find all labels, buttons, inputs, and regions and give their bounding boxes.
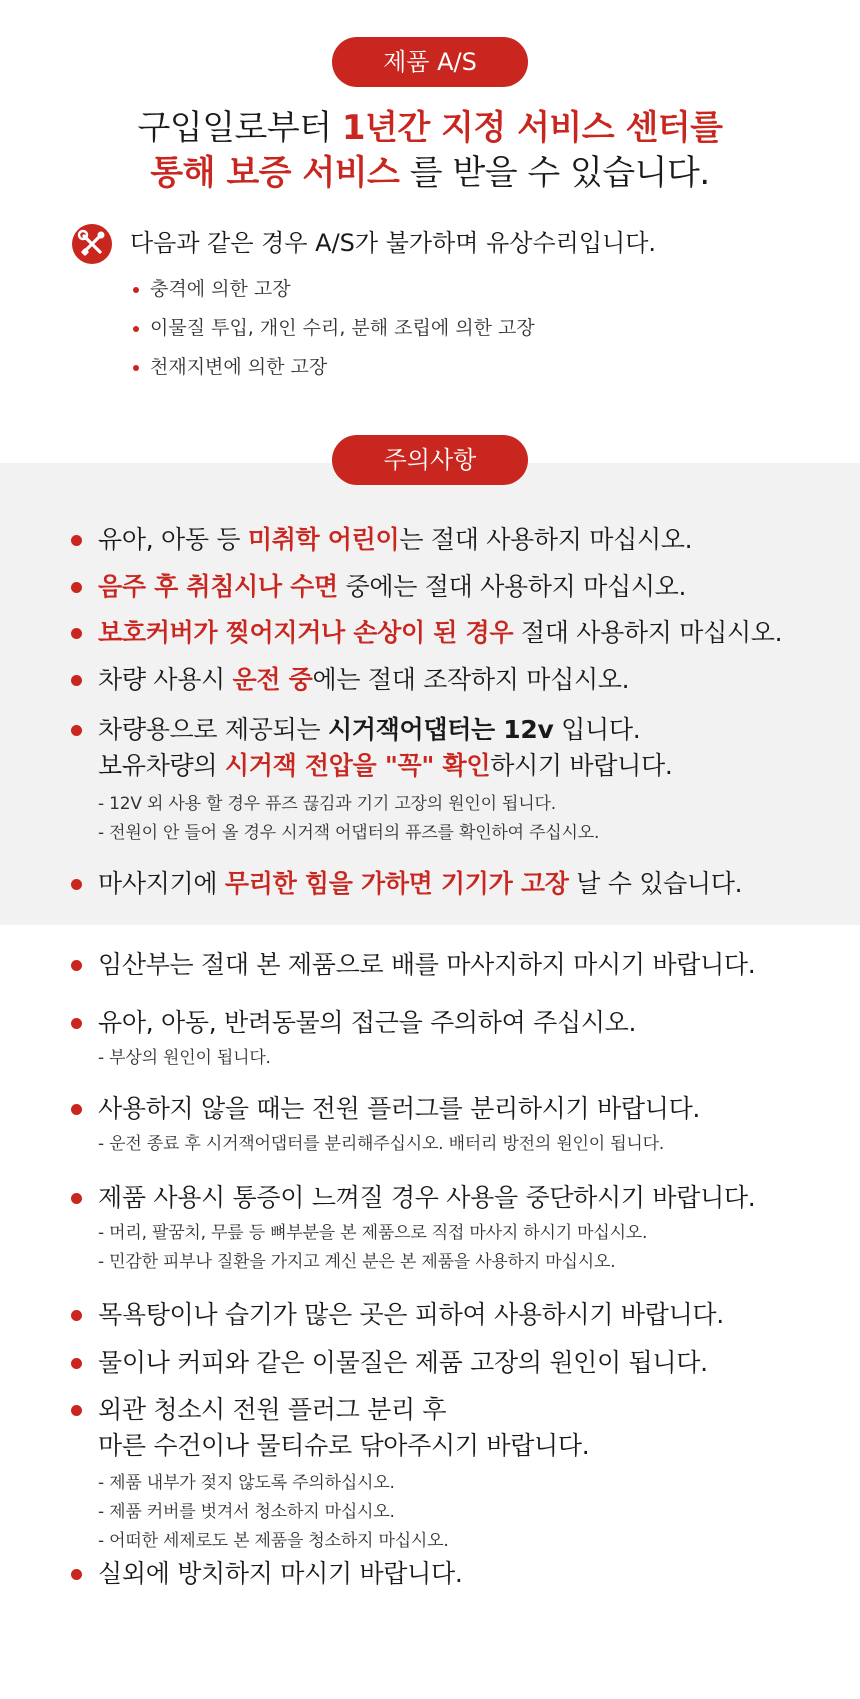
caution-item xyxy=(98,947,755,983)
item-bold: 시거잭어댑터는 12v xyxy=(327,715,554,744)
item-text: 날 수 있습니다. xyxy=(568,869,743,898)
caution-item xyxy=(98,662,629,698)
item-text: 중에는 절대 사용하지 마십시오. xyxy=(337,572,687,601)
caution-item xyxy=(98,712,672,848)
item-highlight: 음주 후 취침시나 수면 xyxy=(98,572,338,601)
item-text: 실외에 방치하지 마시기 바랍니다. xyxy=(98,1559,463,1588)
item-text: 사용하지 않을 때는 전원 플러그를 분리하시기 바랍니다. xyxy=(98,1094,701,1123)
notice-title: 다음과 같은 경우 A/S가 불가하며 유상수리입니다. xyxy=(130,229,657,257)
as-section-badge: 제품 A/S xyxy=(332,37,528,87)
item-subnote: - 머리, 팔꿈치, 무릎 등 뼈부분을 본 제품으로 직접 마사지 하시기 마십시오. xyxy=(98,1223,648,1243)
headline-text: 구입일로부터 xyxy=(137,108,342,148)
item-text: 에는 절대 조작하지 마십시오. xyxy=(312,665,630,694)
caution-item xyxy=(98,1556,463,1592)
item-subnote: - 제품 커버를 벗겨서 청소하지 마십시오. xyxy=(98,1502,395,1522)
headline-highlight: 1년간 지정 서비스 센터를 xyxy=(341,108,723,148)
item-text: 유아, 아동 등 xyxy=(98,525,248,554)
item-text: 외관 청소시 전원 플러그 분리 후 xyxy=(98,1395,447,1424)
headline-text: 를 받을 수 있습니다. xyxy=(399,153,710,193)
caution-item xyxy=(98,569,686,605)
item-subnote: - 운전 종료 후 시거잭어댑터를 분리해주십시오. 배터리 방전의 원인이 됩니다. xyxy=(98,1134,665,1154)
item-subnote: - 부상의 원인이 됩니다. xyxy=(98,1048,271,1068)
item-highlight: 시거잭 전압을 "꼭" 확인 xyxy=(224,751,491,780)
item-text: 제품 사용시 통증이 느껴질 경우 사용을 중단하시기 바랍니다. xyxy=(98,1183,756,1212)
item-text: 하시기 바랍니다. xyxy=(490,751,673,780)
item-highlight: 보호커버가 찢어지거나 손상이 된 경우 xyxy=(98,618,514,647)
item-subnote: - 12V 외 사용 할 경우 퓨즈 끊김과 기기 고장의 원인이 됩니다. xyxy=(98,794,556,814)
item-text: 유아, 아동, 반려동물의 접근을 주의하여 주십시오. xyxy=(98,1008,637,1037)
caution-item xyxy=(98,1180,755,1277)
item-text: 마사지기에 xyxy=(98,869,225,898)
as-headline xyxy=(0,106,860,196)
caution-item xyxy=(98,1005,636,1073)
item-highlight: 무리한 힘을 가하면 기기가 고장 xyxy=(224,869,569,898)
caution-item xyxy=(98,615,782,651)
item-text: 절대 사용하지 마십시오. xyxy=(513,618,783,647)
item-subnote: - 어떠한 세제로도 본 제품을 청소하지 마십시오. xyxy=(98,1531,449,1551)
list-item: 이물질 투입, 개인 수리, 분해 조립에 의한 고장 xyxy=(130,309,535,348)
item-subnote: - 민감한 피부나 질환을 가지고 계신 분은 본 제품을 사용하지 마십시오. xyxy=(98,1252,616,1272)
caution-item xyxy=(98,1297,724,1333)
item-text: 임산부는 절대 본 제품으로 배를 마사지하지 마시기 바랍니다. xyxy=(98,950,756,979)
notice-list xyxy=(130,270,535,387)
caution-item xyxy=(98,866,742,902)
caution-item xyxy=(98,1392,589,1556)
headline-highlight: 통해 보증 서비스 xyxy=(150,153,400,193)
list-item: 천재지변에 의한 고장 xyxy=(130,348,535,387)
tools-icon xyxy=(72,224,112,264)
caution-item xyxy=(98,1091,700,1159)
item-text: 입니다. xyxy=(553,715,641,744)
item-text: 보유차량의 xyxy=(98,751,225,780)
caution-section-badge: 주의사항 xyxy=(332,435,528,485)
item-text: 물이나 커피와 같은 이물질은 제품 고장의 원인이 됩니다. xyxy=(98,1348,708,1377)
item-text: 차량 사용시 xyxy=(98,665,233,694)
item-subnote: - 제품 내부가 젖지 않도록 주의하십시오. xyxy=(98,1473,395,1493)
item-text: 마른 수건이나 물티슈로 닦아주시기 바랍니다. xyxy=(98,1431,590,1460)
item-text: 는 절대 사용하지 마십시오. xyxy=(399,525,693,554)
item-highlight: 미취학 어린이 xyxy=(247,525,400,554)
list-item: 충격에 의한 고장 xyxy=(130,270,535,309)
item-highlight: 운전 중 xyxy=(232,665,313,694)
item-text: 목욕탕이나 습기가 많은 곳은 피하여 사용하시기 바랍니다. xyxy=(98,1300,724,1329)
caution-item xyxy=(98,1345,708,1381)
item-text: 차량용으로 제공되는 xyxy=(98,715,328,744)
item-subnote: - 전원이 안 들어 올 경우 시거잭 어댑터의 퓨즈를 확인하여 주십시오. xyxy=(98,823,600,843)
caution-item xyxy=(98,522,692,558)
